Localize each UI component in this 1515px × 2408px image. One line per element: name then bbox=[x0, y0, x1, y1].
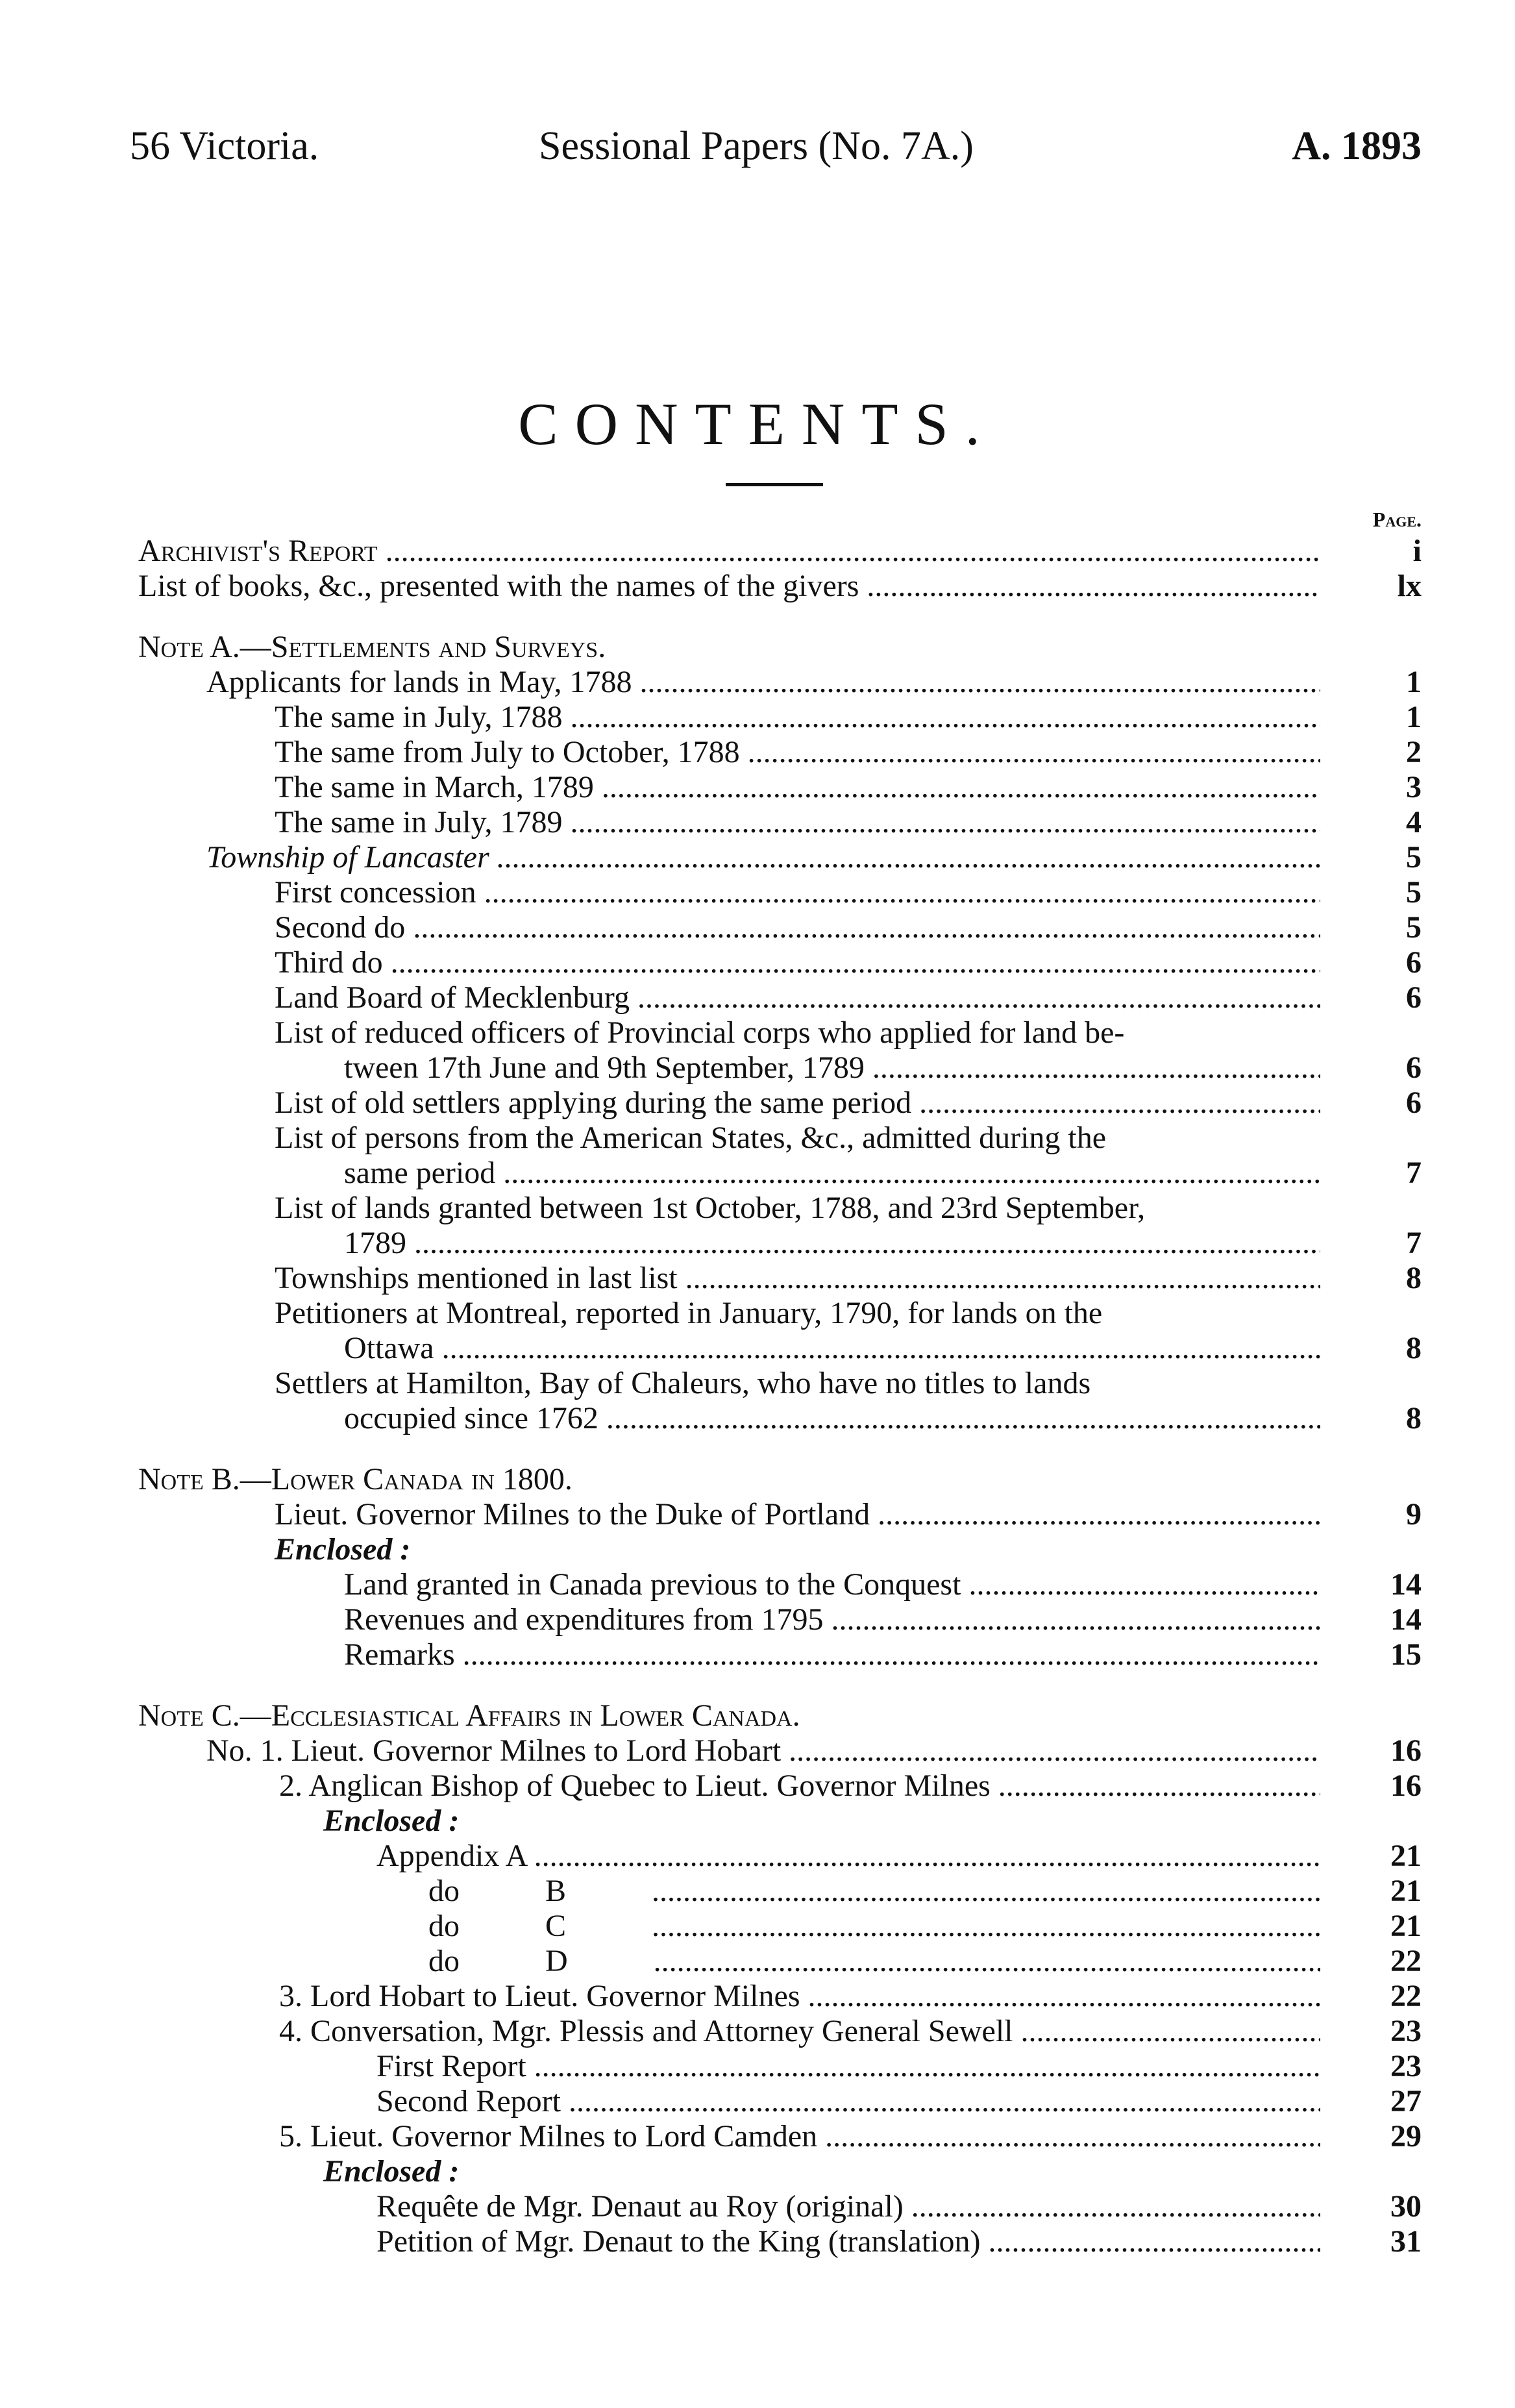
toc-entry-label: No. 1. Lieut. Governor Milnes to Lord Hobart ..... bbox=[206, 1733, 1320, 1769]
toc-entry-label: Petitioners at Montreal, reported in January, 1790, for lands on the bbox=[275, 1296, 1103, 1330]
toc-page-number: 5 bbox=[1406, 840, 1422, 875]
toc-entry bbox=[0, 1909, 1515, 1944]
toc-page-number: 5 bbox=[1406, 875, 1422, 910]
toc-entry-label: Appendix A ..... bbox=[376, 1839, 1320, 1874]
toc-page-number: 14 bbox=[1390, 1567, 1422, 1602]
toc-entry-archivists-report bbox=[0, 534, 1515, 569]
toc-page-number: 23 bbox=[1390, 2049, 1422, 2083]
toc-page-number: 16 bbox=[1390, 1733, 1422, 1768]
toc-entry bbox=[0, 910, 1515, 945]
toc-page-number: 31 bbox=[1390, 2224, 1422, 2259]
toc-page-number: 7 bbox=[1406, 1156, 1422, 1190]
toc-entry-label: occupied since 1762 ..... bbox=[344, 1401, 1320, 1436]
toc-page-number: 15 bbox=[1390, 1637, 1422, 1672]
toc-page-number: 6 bbox=[1406, 1086, 1422, 1120]
toc-entry bbox=[0, 735, 1515, 770]
toc-entry bbox=[0, 2049, 1515, 2084]
toc-entry-label: List of persons from the American States, &c., admitted during the bbox=[275, 1121, 1107, 1155]
toc-entry-line bbox=[0, 1191, 1515, 1226]
toc-page-number: 23 bbox=[1390, 2014, 1422, 2048]
toc-section-note-b bbox=[0, 1462, 1515, 1497]
toc-entry-label: Applicants for lands in May, 1788 ..... bbox=[206, 665, 1320, 700]
toc-entry bbox=[0, 1874, 1515, 1909]
toc-entry bbox=[0, 1733, 1515, 1769]
toc-page-number: 8 bbox=[1406, 1261, 1422, 1295]
toc-entry-label: Land Board of Mecklenburg ..... bbox=[275, 980, 1320, 1015]
toc-entry-label: List of old settlers applying during the same period ..... bbox=[275, 1086, 1320, 1121]
toc-entry bbox=[0, 1497, 1515, 1532]
toc-enclosed-label bbox=[0, 1804, 1515, 1839]
running-header bbox=[130, 123, 1422, 175]
toc-page-number: lx bbox=[1397, 569, 1422, 603]
toc-entry-label: First Report ..... bbox=[376, 2049, 1320, 2084]
toc-entry-label: Requête de Mgr. Denaut au Roy (original) ..... bbox=[376, 2189, 1320, 2224]
toc-page-number: 14 bbox=[1390, 1602, 1422, 1637]
section-heading: Note A.—Settlements and Surveys. bbox=[138, 630, 606, 664]
toc-entry bbox=[0, 1944, 1515, 1979]
toc-entry bbox=[0, 2119, 1515, 2154]
toc-entry-label: Second do ..... bbox=[275, 910, 1320, 945]
toc-page-number: 8 bbox=[1406, 1331, 1422, 1365]
toc-page-number: i bbox=[1412, 534, 1422, 568]
toc-entry bbox=[0, 945, 1515, 980]
toc-entry bbox=[0, 1086, 1515, 1121]
toc-entry-label: 1789 ..... bbox=[344, 1226, 1320, 1261]
toc-entry bbox=[0, 1226, 1515, 1261]
header-year: A. 1893 bbox=[1292, 124, 1422, 168]
toc-entry-label: same period ..... bbox=[344, 1156, 1320, 1191]
toc-entry-label: 3. Lord Hobart to Lieut. Governor Milnes ..... bbox=[279, 1979, 1320, 2014]
toc-page-number: 3 bbox=[1406, 770, 1422, 804]
toc-page-number: 6 bbox=[1406, 1050, 1422, 1085]
toc-entry bbox=[0, 1769, 1515, 1804]
toc-entry bbox=[0, 1050, 1515, 1086]
toc-page-number: 4 bbox=[1406, 805, 1422, 839]
toc-entry bbox=[0, 1637, 1515, 1672]
toc-entry-list-of-books bbox=[0, 569, 1515, 604]
toc-entry-label: Lieut. Governor Milnes to the Duke of Portland ..... bbox=[275, 1497, 1320, 1532]
toc-entry-label: List of reduced officers of Provincial corps who applied for land be- bbox=[275, 1015, 1125, 1050]
toc-entry-line bbox=[0, 1296, 1515, 1331]
toc-page-number: 9 bbox=[1406, 1497, 1422, 1532]
toc-entry-label: do B ..... bbox=[428, 1874, 1320, 1909]
toc-entry-label: Second Report ..... bbox=[376, 2084, 1320, 2119]
toc-entry bbox=[0, 1401, 1515, 1436]
toc-entry bbox=[0, 665, 1515, 700]
toc-entry-label: 5. Lieut. Governor Milnes to Lord Camden ..... bbox=[279, 2119, 1320, 2154]
section-heading: Note C.—Ecclesiastical Affairs in Lower Canada. bbox=[138, 1698, 800, 1733]
toc-page-number: 7 bbox=[1406, 1226, 1422, 1260]
toc-entry-label: The same from July to October, 1788 ..... bbox=[275, 735, 1320, 770]
toc-entry-label: List of lands granted between 1st October, 1788, and 23rd September, bbox=[275, 1191, 1146, 1225]
toc-page-number: 1 bbox=[1406, 665, 1422, 699]
toc-entry bbox=[0, 1602, 1515, 1637]
toc-entry-label: 2. Anglican Bishop of Quebec to Lieut. Governor Milnes ..... bbox=[279, 1769, 1320, 1804]
toc-page-number: 30 bbox=[1390, 2189, 1422, 2224]
toc-entry-label: Remarks ..... bbox=[344, 1637, 1320, 1672]
toc-page-number: 8 bbox=[1406, 1401, 1422, 1435]
toc-entry-label: do D ..... bbox=[428, 1944, 1320, 1979]
toc-entry bbox=[0, 1261, 1515, 1296]
toc-page-number: 22 bbox=[1390, 1944, 1422, 1978]
toc-entry bbox=[0, 2189, 1515, 2224]
header-volume: 56 Victoria. bbox=[130, 124, 319, 168]
toc-entry-label: Petition of Mgr. Denaut to the King (translation) ..... bbox=[376, 2224, 1320, 2259]
toc-entry bbox=[0, 1979, 1515, 2014]
toc-entry bbox=[0, 2224, 1515, 2259]
toc-page-number: 27 bbox=[1390, 2084, 1422, 2118]
toc-entry-label: Archivist's Report ..... bbox=[138, 534, 1320, 569]
toc-entry-label: First concession ..... bbox=[275, 875, 1320, 910]
toc-entry-label: Third do ..... bbox=[275, 945, 1320, 980]
toc-page-number: 29 bbox=[1390, 2119, 1422, 2154]
toc-entry-label: Revenues and expenditures from 1795 ..... bbox=[344, 1602, 1320, 1637]
toc-entry bbox=[0, 1331, 1515, 1366]
toc-enclosed-label bbox=[0, 1532, 1515, 1567]
toc-entry-label: Enclosed : bbox=[323, 1804, 460, 1838]
toc-page-number: 6 bbox=[1406, 945, 1422, 980]
toc-enclosed-label bbox=[0, 2154, 1515, 2189]
toc-entry-label: The same in March, 1789 ..... bbox=[275, 770, 1320, 805]
toc-entry-line bbox=[0, 1121, 1515, 1156]
toc-entry-label: Settlers at Hamilton, Bay of Chaleurs, who have no titles to lands bbox=[275, 1366, 1091, 1400]
toc-entry bbox=[0, 770, 1515, 805]
toc-entry-label: do C ..... bbox=[428, 1909, 1320, 1944]
toc-entry bbox=[0, 875, 1515, 910]
toc-page-number: 6 bbox=[1406, 980, 1422, 1015]
toc-page-number: 1 bbox=[1406, 700, 1422, 734]
toc-entry-line bbox=[0, 1366, 1515, 1401]
toc-entry bbox=[0, 1156, 1515, 1191]
toc-entry-label: Land granted in Canada previous to the Conquest ..... bbox=[344, 1567, 1320, 1602]
toc-entry-label: Ottawa ..... bbox=[344, 1331, 1320, 1366]
toc-entry-label: 4. Conversation, Mgr. Plessis and Attorney General Sewell ..... bbox=[279, 2014, 1320, 2049]
toc-entry-label: The same in July, 1789 ..... bbox=[275, 805, 1320, 840]
toc-page-number: 22 bbox=[1390, 1979, 1422, 2013]
page-title: CONTENTS. bbox=[518, 391, 997, 457]
header-series: Sessional Papers (No. 7A.) bbox=[539, 124, 974, 168]
toc-page-number: 2 bbox=[1406, 735, 1422, 769]
toc-page-number: 21 bbox=[1390, 1839, 1422, 1873]
toc-entry bbox=[0, 1567, 1515, 1602]
toc-page-number: 21 bbox=[1390, 1909, 1422, 1943]
toc-entry-line bbox=[0, 1015, 1515, 1050]
toc-entry-label: Townships mentioned in last list ..... bbox=[275, 1261, 1320, 1296]
toc-entry bbox=[0, 1839, 1515, 1874]
page-column-heading: Page. bbox=[1372, 508, 1422, 531]
toc-entry-label: tween 17th June and 9th September, 1789 ..... bbox=[344, 1050, 1320, 1086]
toc-page-number: 21 bbox=[1390, 1874, 1422, 1908]
toc-page-number: 16 bbox=[1390, 1769, 1422, 1803]
section-heading: Note B.—Lower Canada in 1800. bbox=[138, 1462, 573, 1496]
toc-entry-label: Enclosed : bbox=[275, 1532, 411, 1567]
toc-entry bbox=[0, 805, 1515, 840]
toc-entry bbox=[0, 700, 1515, 735]
toc-entry-township bbox=[0, 840, 1515, 875]
contents-list bbox=[0, 534, 1515, 2259]
title-rule bbox=[726, 483, 823, 486]
toc-entry bbox=[0, 980, 1515, 1015]
toc-section-note-c bbox=[0, 1698, 1515, 1733]
toc-entry-label: Township of Lancaster ..... bbox=[206, 840, 1320, 875]
toc-entry-label: The same in July, 1788 ..... bbox=[275, 700, 1320, 735]
toc-section-note-a bbox=[0, 630, 1515, 665]
toc-entry-label: Enclosed : bbox=[323, 2154, 460, 2189]
toc-entry bbox=[0, 2084, 1515, 2119]
toc-page-number: 5 bbox=[1406, 910, 1422, 945]
toc-entry bbox=[0, 2014, 1515, 2049]
toc-entry-label: List of books, &c., presented with the names of the givers ..... bbox=[138, 569, 1320, 604]
